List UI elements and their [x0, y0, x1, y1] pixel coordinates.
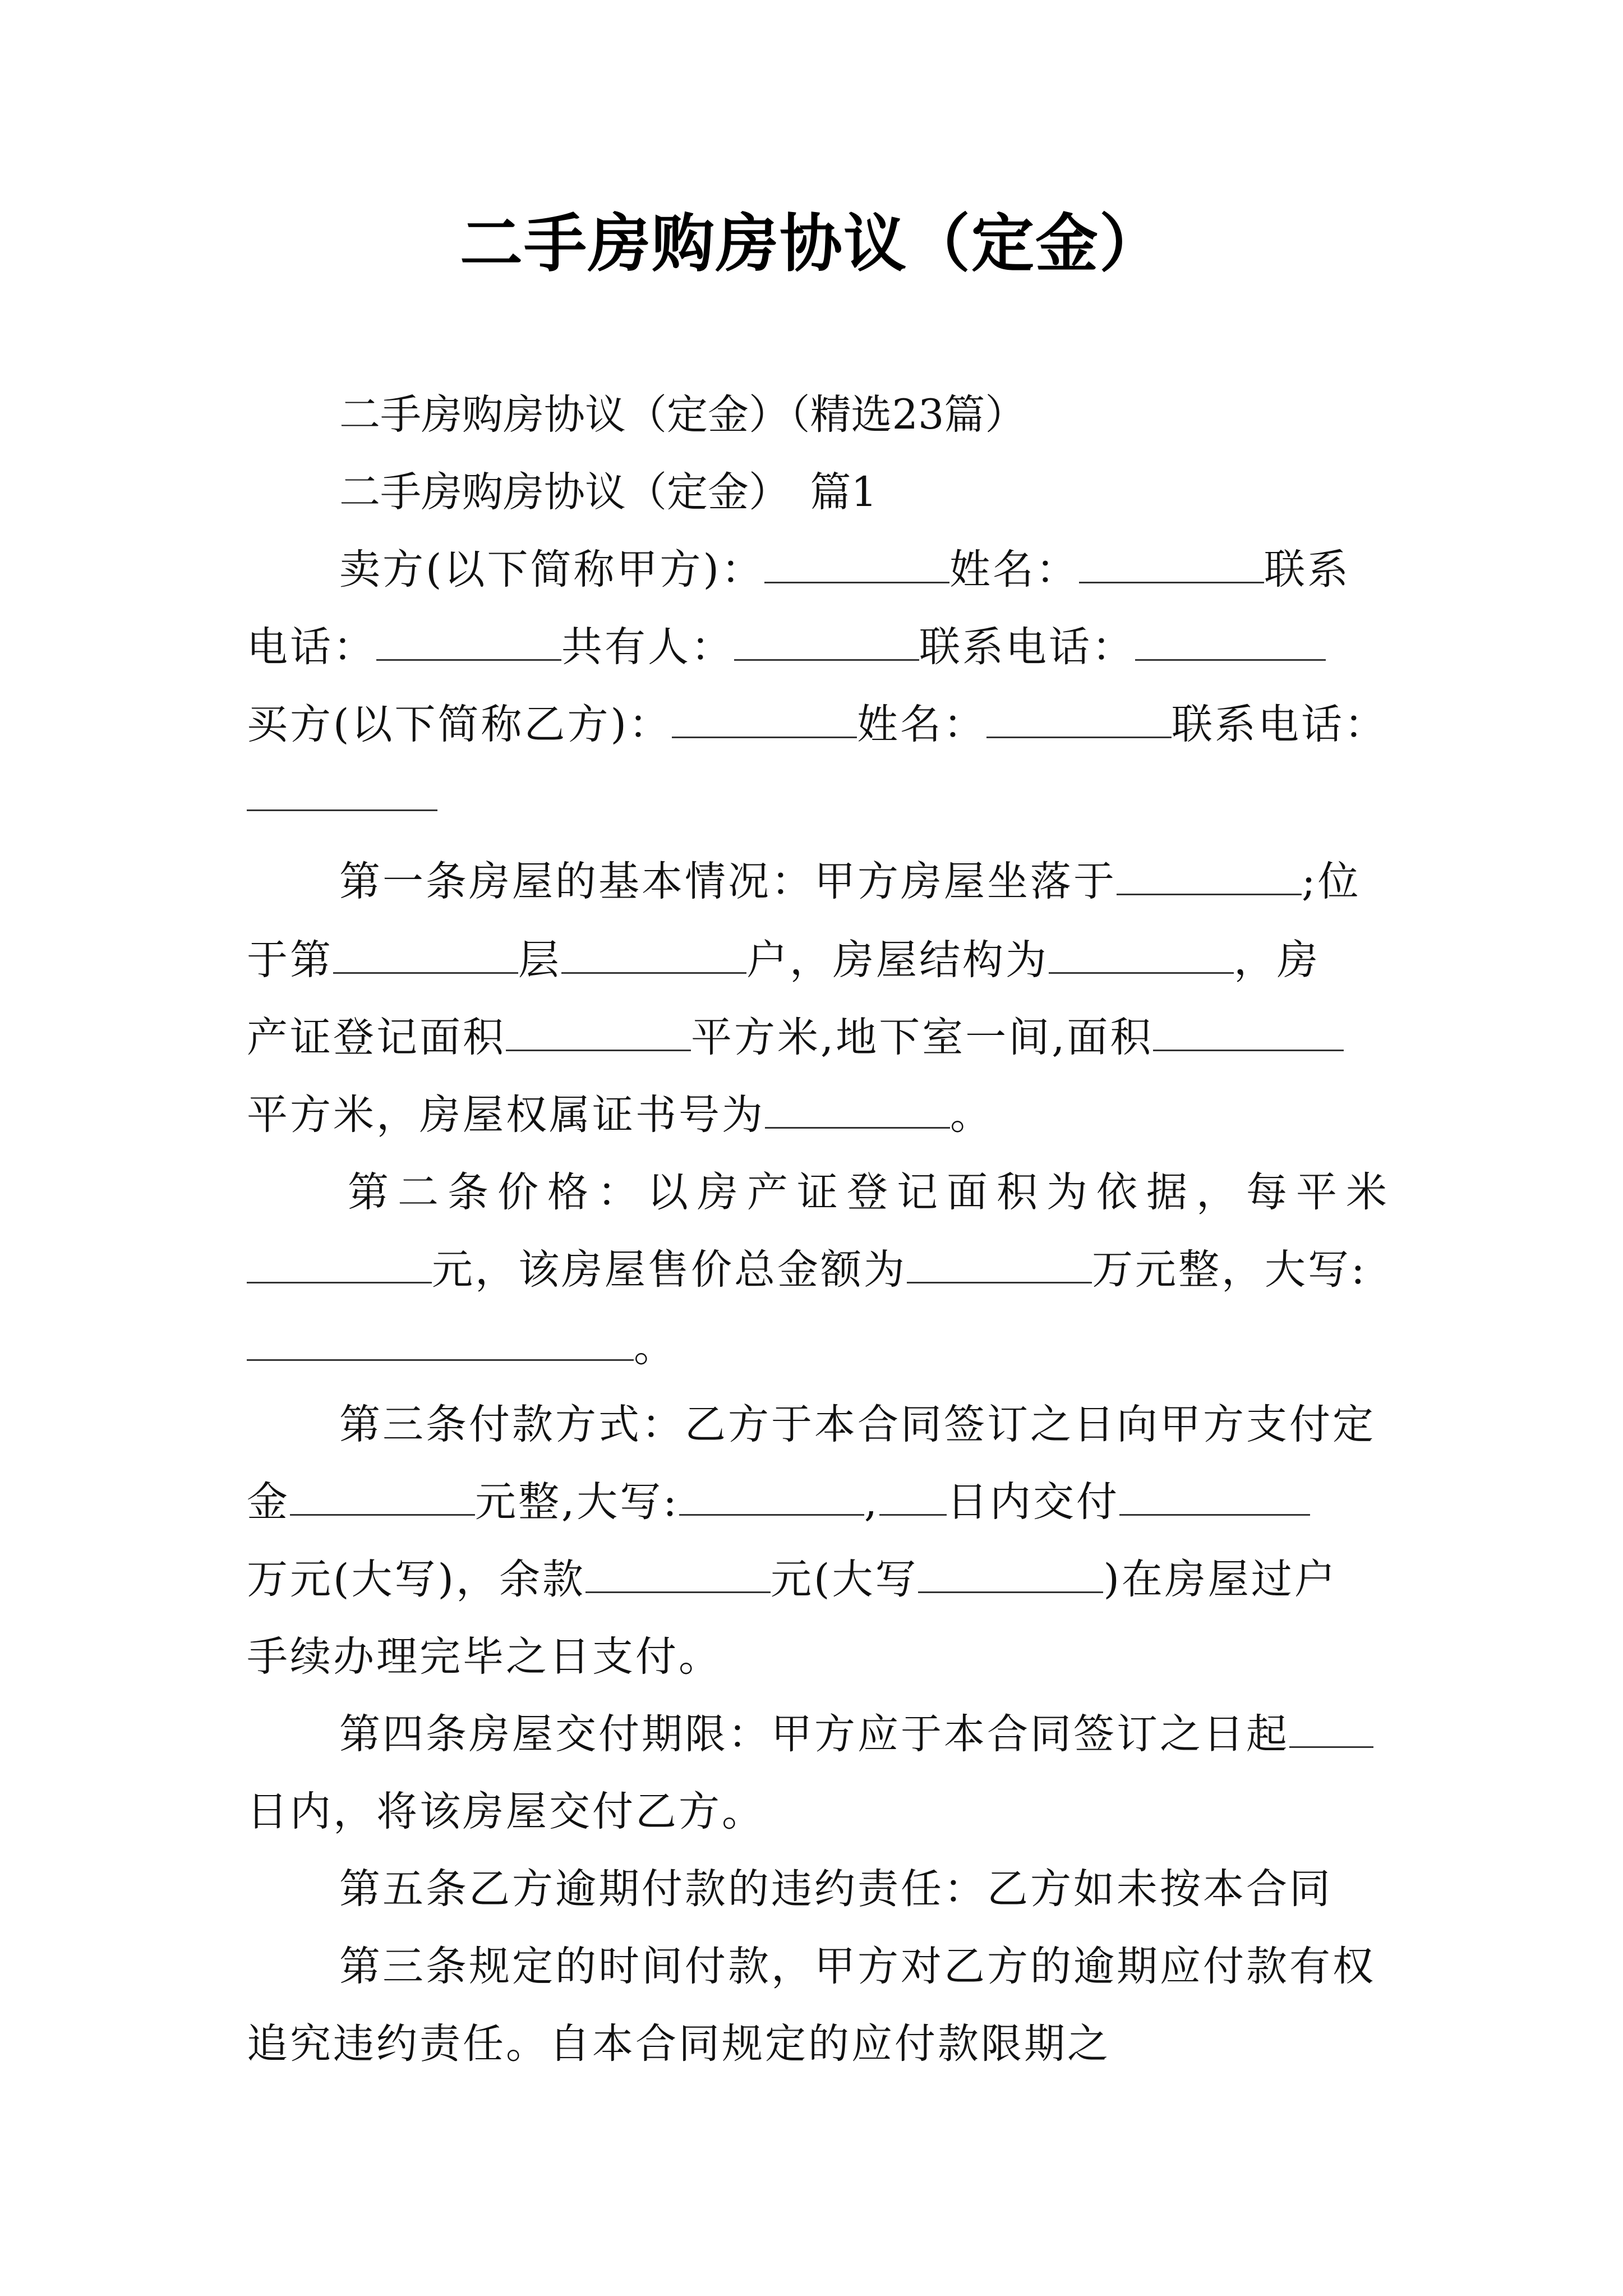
line-text: 产证登记面积 — [247, 1014, 506, 1061]
line-text: 于第 — [247, 936, 333, 984]
fill-in-blank — [290, 1475, 475, 1516]
line-text: 第一条房屋的基本情况：甲方房屋坐落于 — [339, 858, 1117, 905]
line-text: 二手房购房协议（定金）（精选23篇） — [339, 391, 1026, 439]
line-text: 联系电话： — [919, 623, 1135, 671]
line-text: 手续办理完毕之日支付。 — [247, 1633, 722, 1681]
fill-in-blank — [907, 1243, 1092, 1283]
line-text: 日内，将该房屋交付乙方。 — [247, 1788, 765, 1835]
fill-in-blank — [764, 542, 949, 583]
line-text: 第二条价格：以房产证登记面积为依据，每平米 — [348, 1168, 1396, 1216]
fill-in-blank — [1153, 1010, 1344, 1051]
fill-in-blank — [247, 1320, 634, 1361]
line-text: 第三条付款方式：乙方于本合同签订之日向甲方支付定 — [339, 1401, 1376, 1448]
line-text: 元整,大写: — [475, 1478, 679, 1526]
line-article2-a — [348, 1165, 1396, 1221]
fill-in-blank — [506, 1010, 691, 1051]
fill-in-blank — [679, 1475, 864, 1516]
fill-in-blank — [672, 697, 857, 738]
line-text: 卖方(以下简称甲方)： — [339, 546, 764, 593]
line-text: 追究违约责任。自本合同规定的应付款限期之 — [247, 2020, 1110, 2068]
line-seller — [339, 542, 1350, 598]
line-article4-b — [247, 1784, 765, 1840]
line-article2-b — [247, 1242, 1367, 1298]
line-text: 日内交付 — [947, 1478, 1120, 1526]
line-text: 联系 — [1264, 546, 1350, 593]
fill-in-blank — [986, 697, 1172, 738]
line-text: 元，该房屋售价总金额为 — [432, 1246, 907, 1294]
line-article3-b — [247, 1474, 1310, 1530]
line-text: 共有人： — [561, 623, 734, 671]
line-text: 第五条乙方逾期付款的违约责任：乙方如未按本合同 — [339, 1865, 1332, 1913]
line-text: 第三条规定的时间付款，甲方对乙方的逾期应付款有权 — [339, 1943, 1376, 1990]
line-chapter — [339, 464, 877, 521]
line-article3-c — [247, 1552, 1338, 1608]
line-text: 姓名： — [856, 701, 986, 748]
line-text: 联系电话： — [1171, 701, 1387, 748]
line-article1-d — [247, 1087, 993, 1143]
line-article5-a — [339, 1861, 1332, 1917]
fill-in-blank — [561, 933, 746, 974]
line-seller-phone — [247, 619, 1326, 675]
line-text: 买方(以下简称乙方)： — [247, 701, 672, 748]
line-text: 二手房购房协议（定金） 篇1 — [339, 468, 877, 516]
line-buyer-blank — [247, 770, 437, 826]
line-text: 金 — [247, 1478, 290, 1526]
line-article5-c — [247, 2016, 1110, 2072]
line-article1-b — [247, 932, 1320, 988]
line-text: 元(大写 — [770, 1556, 919, 1603]
line-text: 层 — [518, 936, 561, 984]
fill-in-blank — [765, 1088, 950, 1129]
fill-in-blank — [333, 933, 518, 974]
line-article1-c — [247, 1010, 1344, 1066]
line-text: 户，房屋结构为 — [746, 936, 1049, 984]
line-article5-b — [339, 1939, 1376, 1995]
line-text: 平方米，房屋权属证书号为 — [247, 1091, 765, 1139]
fill-in-blank — [1289, 1707, 1373, 1748]
line-article2-c — [247, 1319, 675, 1375]
line-text: 。 — [950, 1091, 993, 1139]
line-article4-a — [339, 1706, 1373, 1763]
fill-in-blank — [585, 1552, 771, 1593]
document-title: 二手房购房协议（定金） — [460, 207, 1163, 280]
fill-in-blank — [1119, 1475, 1310, 1516]
fill-in-blank — [879, 1475, 947, 1516]
line-buyer — [247, 697, 1387, 753]
line-text: ，房 — [1234, 936, 1320, 984]
fill-in-blank — [376, 620, 561, 661]
fill-in-blank — [918, 1552, 1103, 1593]
line-text: 万元(大写)，余款 — [247, 1556, 585, 1603]
line-article3-a — [339, 1397, 1376, 1453]
fill-in-blank — [1049, 933, 1234, 974]
fill-in-blank — [1117, 854, 1302, 895]
line-text: )在房屋过户 — [1103, 1556, 1338, 1603]
line-text: 第四条房屋交付期限：甲方应于本合同签订之日起 — [339, 1710, 1289, 1758]
line-text: , — [864, 1478, 880, 1526]
line-text: 姓名： — [949, 546, 1079, 593]
fill-in-blank — [247, 770, 437, 811]
line-text: 平方米,地下室一间,面积 — [691, 1014, 1154, 1061]
line-article1-a — [339, 854, 1361, 910]
line-text: 万元整，大写: — [1092, 1246, 1367, 1294]
fill-in-blank — [734, 620, 919, 661]
line-text: 电话： — [247, 623, 376, 671]
line-text: ;位 — [1302, 858, 1361, 905]
fill-in-blank — [1135, 620, 1326, 661]
fill-in-blank — [1079, 542, 1264, 583]
line-article3-d — [247, 1629, 722, 1685]
line-text: 。 — [634, 1323, 675, 1371]
fill-in-blank — [247, 1243, 432, 1283]
line-subtitle — [339, 387, 1026, 443]
